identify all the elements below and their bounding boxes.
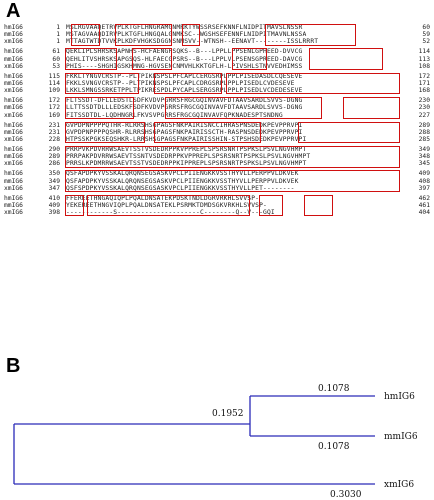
alignment-block [4,146,432,170]
alignment-start: 172 [48,97,60,105]
alignment-start: 1 [56,31,60,39]
alignment-row [4,160,432,167]
alignment-start: 231 [48,128,60,136]
alignment-row [4,146,432,153]
alignment-seq: QSFAPDPKYVSSKALQRQNSEGSASKVPCLPIIENGKKVSSTHYVLLPERPPVLDKVEK [66,170,299,178]
alignment-name: hmIG6 [4,72,23,80]
alignment-end: 230 [418,97,430,105]
alignment-row [4,56,432,63]
alignment-end: 52 [422,38,430,46]
alignment-row [4,170,432,177]
alignment-seq: ------------S---------------------C--------Q--V---GQI [66,209,275,217]
alignment-start: 169 [48,111,60,119]
sequence-alignment [4,24,432,354]
alignment-row [4,178,432,185]
alignment-row [4,38,432,45]
alignment-start: 286 [48,160,60,168]
alignment-block [4,97,432,121]
alignment-start: 350 [48,170,60,178]
alignment-seq: QEKLIPLSHRSKSAPNHS-HCFAENGPSQKS--B---LPPLLPPSENLGPHEED-DVVCG [66,48,303,56]
alignment-block [4,24,432,48]
alignment-seq: MSTAGVAAQDIRVPLKTGFLHNGQALGNMKSC--WGSHSEFENNFLNIDPITMAVNLNSSA [66,31,307,39]
alignment-end: 171 [418,79,430,87]
alignment-row [4,153,432,160]
alignment-seq: GVPDPNPPPPQSHR-RLRRSHSGPAGSFNKPAIRISSCTH-RASPNSDEDKPEVPPRVPI [66,128,303,136]
alignment-name: mmIG6 [4,31,23,39]
alignment-start: 60 [52,55,60,63]
alignment-name: mmIG6 [4,153,23,161]
alignment-block [4,170,432,194]
alignment-seq: HTPSSKPGKSEQSHKR-LRRSHSGPAGSFNKPAIRISSHIN-STPSHSDEDKPEVPPRVPI [66,135,307,143]
alignment-name: xmIG6 [4,184,23,192]
alignment-seq: PRRSLKPDMRRWSAEVTSSTVSDEDRPPKIPPREPLSPSRSNRTPSPKSLPSVLNGVHMPT [66,160,307,168]
alignment-row [4,31,432,38]
alignment-name: mmIG6 [4,79,23,87]
alignment-end: 114 [418,48,430,56]
alignment-name: mmIG6 [4,201,23,209]
alignment-row [4,209,432,216]
alignment-start: 61 [52,48,60,56]
alignment-end: 461 [418,201,430,209]
alignment-row [4,63,432,70]
alignment-start: 409 [48,201,60,209]
alignment-start: 410 [48,194,60,202]
alignment-row [4,122,432,129]
alignment-end: 60 [422,24,430,31]
alignment-seq: FFEREETHNGAQIQPLPQALDNSATEKPDSKTNDLDGRVRKHLSVVSP- [66,194,260,202]
tree-branch-length-xmig6: 0.3030 [330,490,362,500]
alignment-row [4,73,432,80]
tree-branch-length-mmig6: 0.1078 [318,442,350,452]
alignment-row [4,129,432,136]
alignment-end: 59 [422,31,430,39]
alignment-start: 114 [48,79,60,87]
alignment-name: hmIG6 [4,48,23,56]
alignment-name: xmIG6 [4,111,23,119]
alignment-start: 109 [48,87,60,95]
alignment-name: mmIG6 [4,177,23,185]
alignment-end: 409 [418,170,430,178]
alignment-name: hmIG6 [4,121,23,129]
panel-a-label: A [6,0,21,22]
tree-branch-length-internal: 0.1952 [212,409,244,419]
alignment-seq: QSFSPDPKYVSSKALQRQNSEGSASKVPCLPIIENGKKVSSTHYVLLPET-------- [66,184,295,192]
alignment-block [4,195,432,219]
alignment-seq: FLTSSDT-DFLLEDSTLSDFKVDVPGRRSFRGCGQINVAVFDTAAVSARDLSVVS-DGNG [66,97,303,105]
alignment-row [4,136,432,143]
alignment-end: 408 [418,177,430,185]
alignment-name: mmIG6 [4,128,23,136]
alignment-seq: QEHLITVSHRSKSAPGSQS-HLFAECGPSRS--B---LPPLVLPSENSGPREED-DAVCG [66,55,303,63]
tree-leaf-label-xmig6: xmIG6 [384,480,415,490]
alignment-end: 462 [418,194,430,202]
tree-branch-length-hmig6: 0.1078 [318,384,350,394]
alignment-seq: FITSSDTDL-LQDHNGRLFKVSVPGRRSFRGCGQINVAVFQPKNADESPTSNDNG [66,111,283,119]
alignment-start: 349 [48,177,60,185]
alignment-name: hmIG6 [4,24,23,31]
alignment-start: 228 [48,135,60,143]
alignment-seq: FKKLTYNGVCRSTP--PLTPIKNSPSLPFCAPLCERGSRPLPPLPISEDASDLCQESEVE [66,72,303,80]
alignment-seq: GVPDPNPPPPQTHR-RLRRSHSGPAGSFNKPAIRISNCCIHRASPNSDEDKPEVPPRVPI [66,121,303,129]
phylogenetic-tree [0,380,434,500]
alignment-seq: FKKLSVNGVCRSTP--PLTPIKNSPSLPFCAPLCDRGSRPLPPLPISEDLCVDESEVE [66,79,295,87]
alignment-end: 345 [418,160,430,168]
alignment-end: 349 [418,145,430,153]
alignment-end: 397 [418,184,430,192]
alignment-row [4,185,432,192]
alignment-name: hmIG6 [4,194,23,202]
alignment-row [4,104,432,111]
alignment-block [4,48,432,72]
alignment-end: 168 [418,87,430,95]
alignment-row [4,48,432,55]
alignment-name: hmIG6 [4,97,23,105]
alignment-name: xmIG6 [4,135,23,143]
alignment-name: hmIG6 [4,145,23,153]
alignment-start: 1 [56,38,60,46]
alignment-start: 231 [48,121,60,129]
alignment-name: mmIG6 [4,104,23,112]
alignment-end: 172 [418,72,430,80]
panel-b-label: B [6,355,21,377]
alignment-end: 288 [418,128,430,136]
alignment-name: xmIG6 [4,38,23,46]
alignment-block [4,73,432,97]
alignment-end: 113 [418,55,430,63]
alignment-end: 285 [418,135,430,143]
alignment-row [4,80,432,87]
alignment-end: 289 [418,121,430,129]
alignment-block [4,122,432,146]
alignment-name: mmIG6 [4,55,23,63]
alignment-seq: PRRPAKPDVRRWSAEVTSSNTVSDEDRPPKVPPREPLSPSRSNRTPSPKSLPSVLNGVHMPT [66,153,311,161]
alignment-name: hmIG6 [4,170,23,178]
alignment-row [4,195,432,202]
alignment-start: 53 [52,62,60,70]
alignment-end: 227 [418,111,430,119]
alignment-row [4,112,432,119]
alignment-end: 108 [418,62,430,70]
alignment-seq: QSFAPDPKYVSSKALQRQNSEGSASKVPCLPIIENGKKVSSTHYVLLPERPPVLDKVEK [66,177,299,185]
alignment-start: 172 [48,104,60,112]
alignment-row [4,202,432,209]
alignment-seq: LKKLSMNGSSRKETPPLTPIKRESPDLPYCAPLSERGSRPLPPLPISEDLVCDEDESEVE [66,87,303,95]
alignment-seq: PRRPVKPDVRRWSAEVTSSTVSDEDRPPKVPPREPLSPSRSNRTPSPKSLPSVLNGVHMPT [66,145,307,153]
alignment-end: 404 [418,209,430,217]
alignment-start: 1 [56,24,60,31]
alignment-row [4,24,432,31]
alignment-seq: YEKEREETHNGVIQPLPQALDNSATEKLPSRMKTDMDSGKVRKHLSVVSP- [66,201,267,209]
alignment-seq: MTTAGTWTDTVVKPLKDFVHGKSDGGNSNMSVV--WTNSH--EENAVT--------ISSLRRRT [66,38,319,46]
alignment-name: xmIG6 [4,87,23,95]
alignment-seq: PHIS----SHGHIGSKHMNG-HGVSENCNMVHLKKTGFLH-LPIVSHLSTNVVEDHIMSS [66,62,303,70]
alignment-start: 347 [48,184,60,192]
alignment-seq: LLTTSSDTDLLLEDSKFSDFKVDVPGRRSFRGCGQINVAVFDTAAVSARDLSVVS-DGNG [66,104,303,112]
alignment-name: xmIG6 [4,209,23,217]
alignment-row [4,87,432,94]
alignment-seq: MSLRGVAAQETRVPLKTGFLHNGRAMGNMRKTYWSSRSEFKNNFLNIDPITMAVSLNSSR [66,24,303,31]
tree-leaf-label-mmig6: mmIG6 [384,432,418,442]
alignment-start: 289 [48,153,60,161]
tree-leaf-label-hmig6: hmIG6 [384,392,415,402]
alignment-start: 115 [48,72,60,80]
alignment-end: 348 [418,153,430,161]
alignment-end: 230 [418,104,430,112]
alignment-name: xmIG6 [4,62,23,70]
alignment-row [4,97,432,104]
alignment-start: 290 [48,145,60,153]
alignment-start: 398 [48,209,60,217]
alignment-name: xmIG6 [4,160,23,168]
